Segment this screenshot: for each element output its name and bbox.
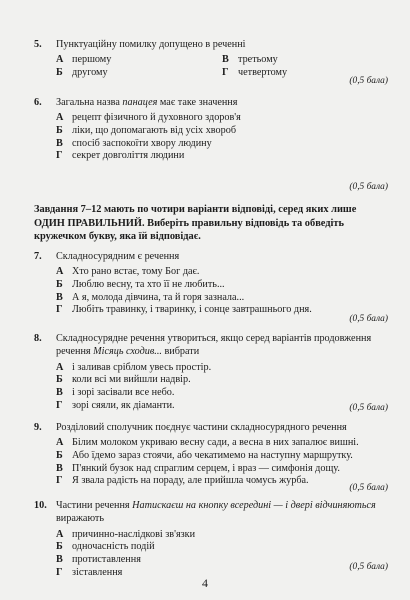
question-6 (34, 96, 388, 163)
question-number: 5. (34, 39, 42, 50)
question-text: Пунктуаційну помилку допущено в реченні (56, 39, 246, 50)
question-text: Розділовий сполучник поєднує частини складносурядного речення (56, 422, 347, 433)
option-b[interactable]: Б коли всі ми вийшли надвір. (56, 374, 191, 386)
option-g[interactable]: Г четвертому (222, 67, 288, 78)
question-text: Складносурядне речення утвориться, якщо серед варіантів продовження речення Місяць сходив... вибрати (56, 333, 372, 358)
score-label: (0,5 бала) (349, 76, 388, 86)
page-number: 4 (202, 576, 208, 590)
option-b[interactable]: Б Люблю весну, та хто її не любить... (56, 279, 225, 290)
option-v[interactable]: В А я, молода дівчина, та й горя зазнала... (56, 291, 245, 303)
option-v[interactable]: В П'янкий бузок над спраглим серцем, і враз — симфонія дощу. (56, 462, 340, 474)
section-instruction: Завдання 7–12 мають по чотири варіанти відповіді, серед яких лише ОДИН ПРАВИЛЬНИЙ. Виберіть правильну відповідь та обведіть кружечком букву, яка їй відповідає. (34, 204, 357, 243)
answer-options (56, 437, 388, 487)
answer-options (56, 529, 388, 579)
option-g[interactable]: Г Любіть травинку, і тваринку, і сонце завтрашнього дня. (56, 304, 312, 316)
question-5 (34, 38, 388, 80)
answer-options (56, 362, 388, 412)
question-text: Загальна назва панацея має таке значення (56, 97, 238, 108)
answer-options (56, 54, 388, 79)
question-9 (34, 421, 388, 488)
option-v[interactable]: В і зорі засівали все небо. (56, 387, 175, 398)
option-g[interactable]: Г Я звала радість на пораду, але прийшла чомусь журба. (56, 475, 309, 487)
score-label: (0,5 бала) (349, 483, 388, 493)
question-7 (34, 250, 388, 317)
answer-options (56, 266, 388, 316)
option-b[interactable]: Б ліки, що допомагають від усіх хвороб (56, 125, 236, 136)
answer-options (56, 112, 388, 162)
question-10 (34, 499, 388, 579)
score-label: (0,5 бала) (349, 182, 388, 192)
option-a[interactable]: А Білим молоком укриваю весну сади, а весна в них запалює вишні. (56, 437, 359, 449)
score-label: (0,5 бала) (349, 403, 388, 413)
option-a[interactable]: А рецепт фізичного й духовного здоров'я (56, 112, 241, 124)
question-text: Складносурядним є речення (56, 251, 180, 262)
option-v[interactable]: В протиставлення (56, 554, 141, 565)
question-text: Частини речення Натискаєш на кнопку всередині — і двері відчиняються виражають (56, 500, 376, 525)
option-a[interactable]: А першому (56, 54, 112, 66)
question-number: 6. (34, 97, 42, 108)
score-label: (0,5 бала) (349, 314, 388, 324)
score-label: (0,5 бала) (349, 562, 388, 572)
option-b[interactable]: Б одночасність подій (56, 541, 155, 553)
option-a[interactable]: А Хто рано встає, тому Бог дає. (56, 266, 200, 278)
question-number: 7. (34, 251, 42, 262)
option-g[interactable]: Г секрет довголіття людини (56, 150, 185, 162)
question-8 (34, 332, 388, 412)
option-b[interactable]: Б другому (56, 67, 108, 78)
question-number: 9. (34, 422, 42, 433)
option-a[interactable]: А і заливав сріблом увесь простір. (56, 361, 212, 373)
option-g[interactable]: Г зорі сяяли, як діаманти. (56, 399, 175, 411)
option-v[interactable]: В третьому (222, 54, 278, 66)
question-number: 8. (34, 333, 42, 344)
option-v[interactable]: В спосіб заспокоїти хвору людину (56, 137, 212, 149)
question-number: 10. (34, 500, 47, 511)
option-b[interactable]: Б Або їдемо зараз стоячи, або чекатимемо на наступну маршрутку. (56, 450, 353, 461)
option-g[interactable]: Г зіставлення (56, 566, 123, 578)
option-a[interactable]: А причинно-наслідкові зв'язки (56, 528, 196, 540)
